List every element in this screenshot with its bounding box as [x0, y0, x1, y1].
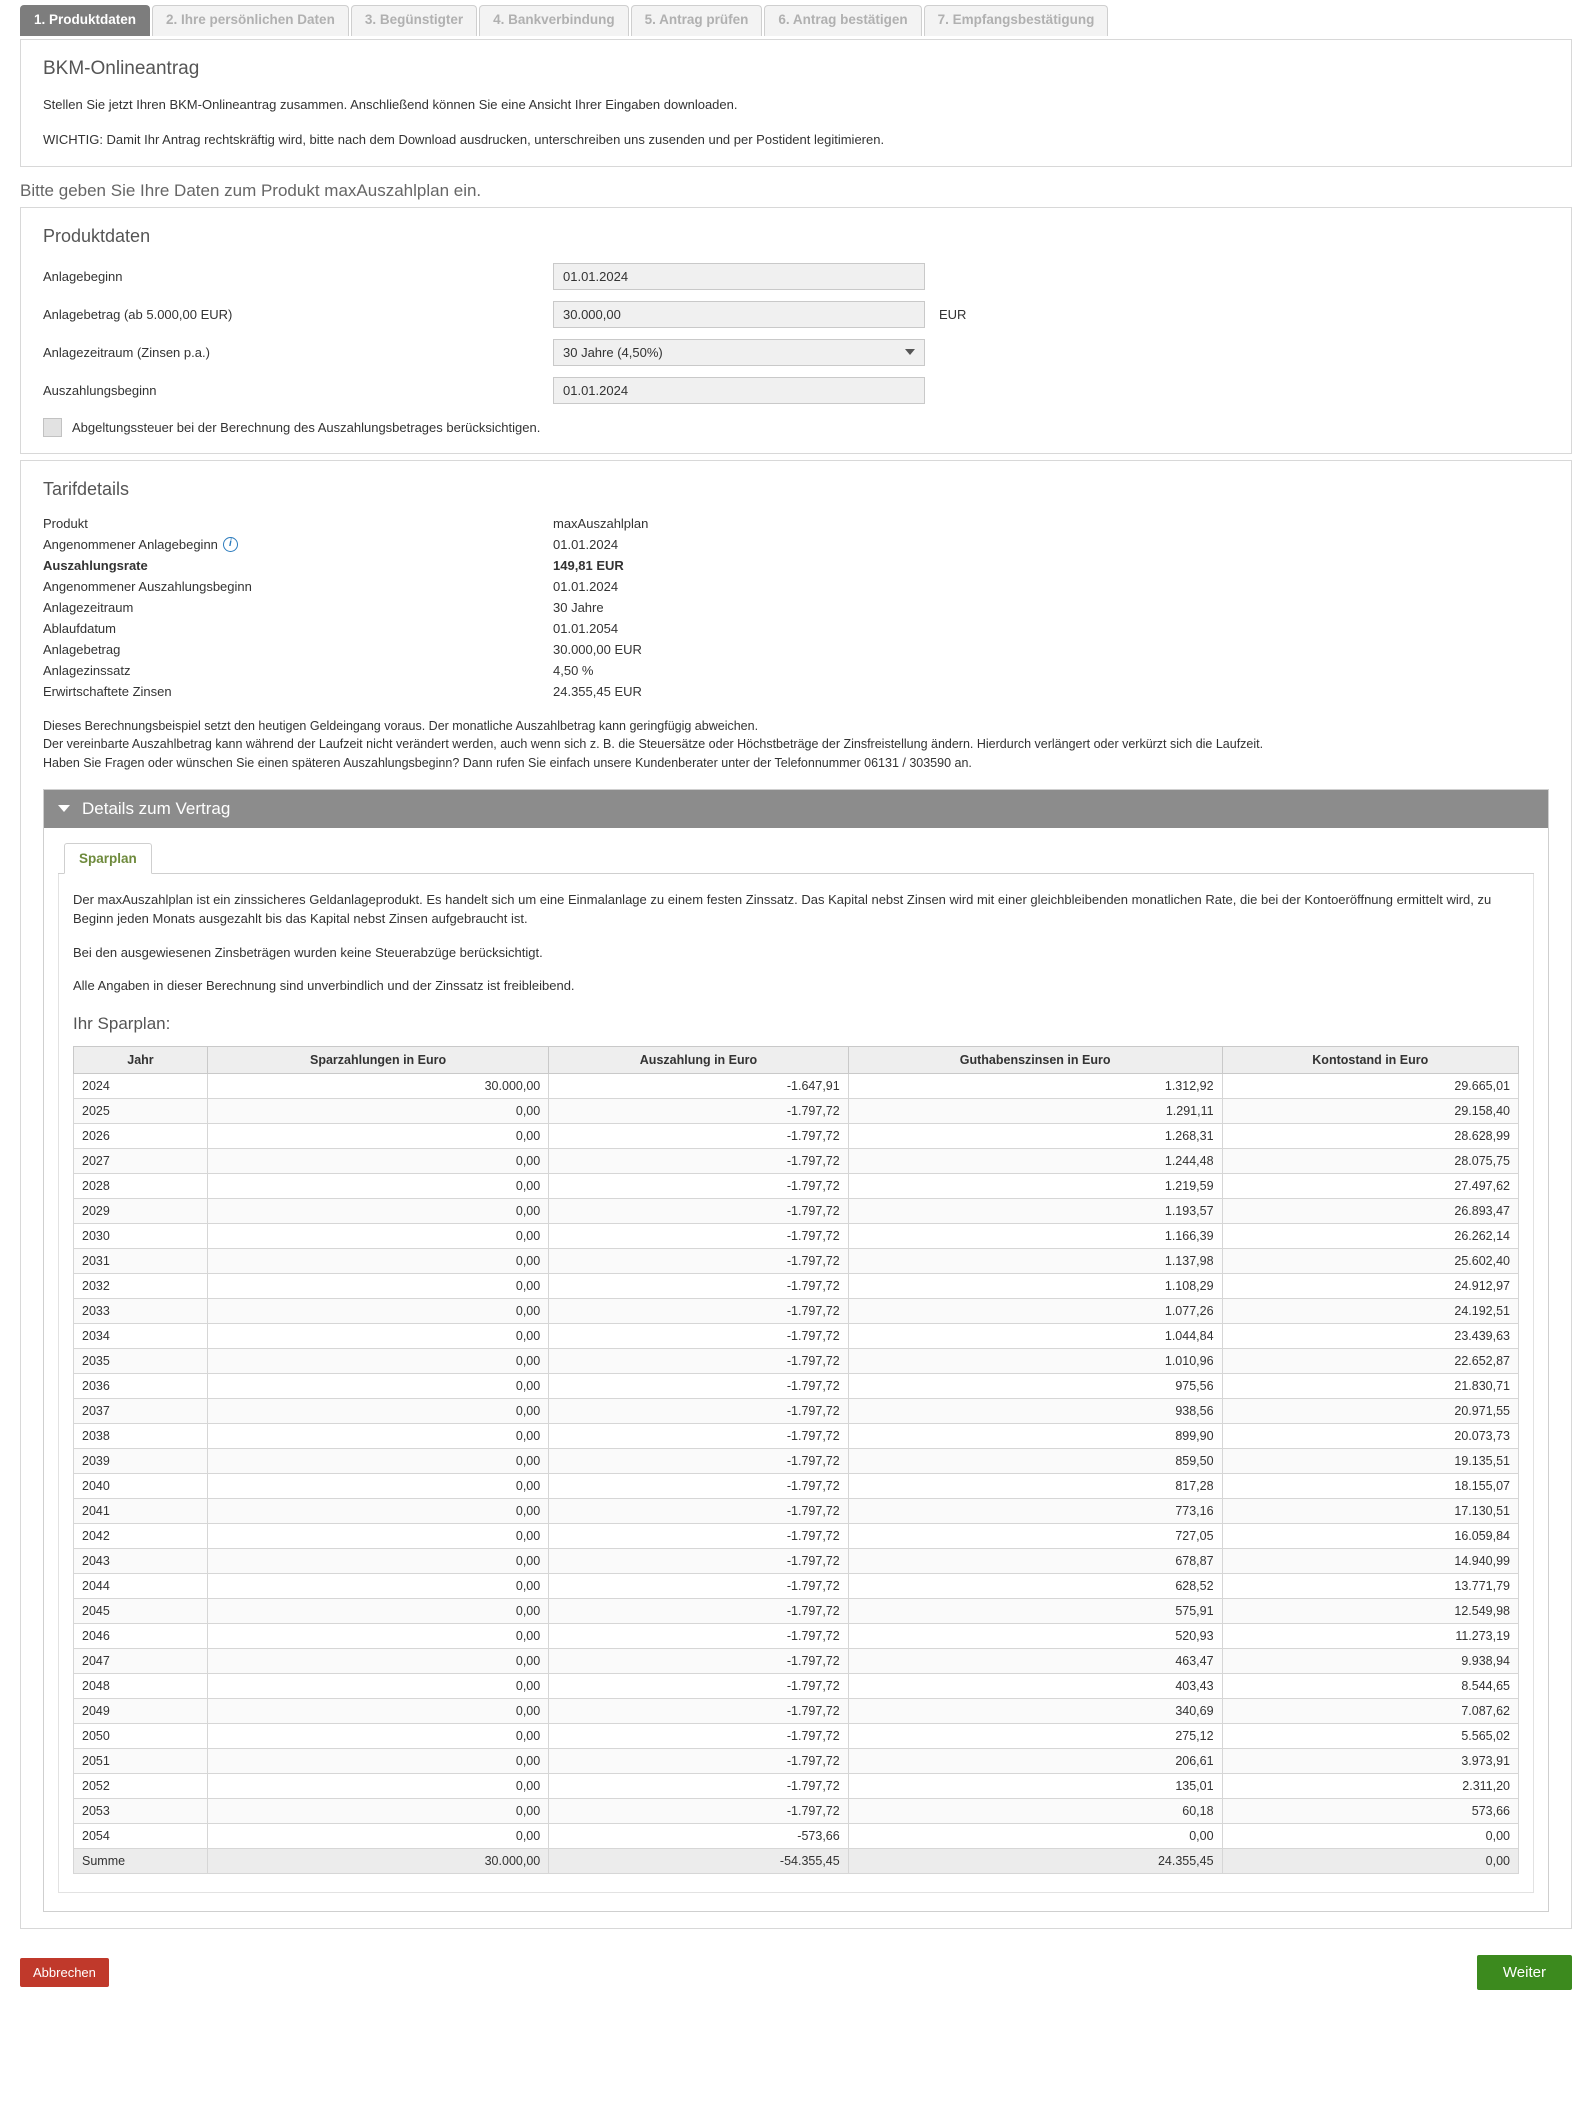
field-value: 01.01.2024	[563, 382, 629, 398]
table-cell: 0,00	[207, 1423, 548, 1448]
table-cell: 0,00	[207, 1623, 548, 1648]
sparplan-table	[73, 1046, 1519, 1874]
table-cell: 11.273,19	[1222, 1623, 1518, 1648]
detail-key-text: Produkt	[43, 515, 88, 531]
field-input[interactable]	[553, 263, 925, 290]
table-body	[74, 1073, 1519, 1873]
field-label: Auszahlungsbeginn	[43, 382, 157, 398]
table-cell: -1.797,72	[549, 1248, 848, 1273]
anlagezeitraum-select[interactable]	[553, 339, 925, 366]
table-row	[74, 1498, 1519, 1523]
tab-step-2[interactable]: 2. Ihre persönlichen Daten	[152, 5, 349, 36]
tab-step-3[interactable]: 3. Begünstigter	[351, 5, 477, 36]
table-row	[74, 1123, 1519, 1148]
table-cell: 817,28	[848, 1473, 1222, 1498]
table-cell: 678,87	[848, 1548, 1222, 1573]
table-cell: 2045	[74, 1598, 208, 1623]
tarifdetails-list	[43, 516, 1549, 699]
tab-step-1[interactable]: 1. Produktdaten	[20, 5, 150, 36]
table-cell: 403,43	[848, 1673, 1222, 1698]
table-cell: 2042	[74, 1523, 208, 1548]
table-cell: -1.797,72	[549, 1223, 848, 1248]
detail-key-text: Erwirtschaftete Zinsen	[43, 683, 172, 699]
table-row	[74, 1223, 1519, 1248]
table-cell: 0,00	[207, 1348, 548, 1373]
table-cell: 2039	[74, 1448, 208, 1473]
table-cell: 1.044,84	[848, 1323, 1222, 1348]
table-cell: 60,18	[848, 1798, 1222, 1823]
tarifdetails-title: Tarifdetails	[43, 478, 130, 499]
page-title: BKM-Onlineantrag	[43, 57, 200, 79]
table-cell: 2038	[74, 1423, 208, 1448]
table-row	[74, 1798, 1519, 1823]
table-cell: 0,00	[207, 1398, 548, 1423]
detail-key-text: Angenommener Auszahlungsbeginn	[43, 578, 252, 594]
table-cell: 1.010,96	[848, 1348, 1222, 1373]
table-column-header: Jahr	[74, 1046, 208, 1073]
sparplan-content	[58, 874, 1534, 1893]
table-cell: 2053	[74, 1798, 208, 1823]
table-cell: 23.439,63	[1222, 1323, 1518, 1348]
table-cell: 2028	[74, 1173, 208, 1198]
table-cell: -1.797,72	[549, 1573, 848, 1598]
table-cell: 2035	[74, 1348, 208, 1373]
table-cell: 19.135,51	[1222, 1448, 1518, 1473]
table-cell: -1.797,72	[549, 1673, 848, 1698]
detail-row	[43, 600, 1549, 615]
table-cell: 21.830,71	[1222, 1373, 1518, 1398]
table-sum-cell: -54.355,45	[549, 1848, 848, 1873]
table-cell: -1.797,72	[549, 1198, 848, 1223]
detail-key-text: Anlagezeitraum	[43, 599, 134, 615]
table-column-header: Kontostand in Euro	[1222, 1046, 1518, 1073]
table-cell: -1.797,72	[549, 1423, 848, 1448]
table-cell: 20.971,55	[1222, 1398, 1518, 1423]
table-cell: 628,52	[848, 1573, 1222, 1598]
table-cell: 1.219,59	[848, 1173, 1222, 1198]
detail-value: 01.01.2054	[553, 620, 619, 636]
field-label: Anlagezeitraum (Zinsen p.a.)	[43, 344, 210, 360]
detail-row	[43, 663, 1549, 678]
table-cell: 463,47	[848, 1648, 1222, 1673]
table-cell: 0,00	[207, 1773, 548, 1798]
table-cell: 0,00	[207, 1673, 548, 1698]
table-cell: 29.665,01	[1222, 1073, 1518, 1098]
table-cell: -1.797,72	[549, 1098, 848, 1123]
produktdaten-panel	[20, 207, 1572, 454]
table-cell: -1.797,72	[549, 1348, 848, 1373]
wizard-footer	[20, 1955, 1572, 1990]
detail-value: 24.355,45 EUR	[553, 683, 642, 699]
table-cell: 18.155,07	[1222, 1473, 1518, 1498]
table-cell: -1.797,72	[549, 1548, 848, 1573]
footnote-2: Der vereinbarte Auszahlbetrag kann während der Laufzeit nicht verändert werden, auch wenn sich z. B. die Steuersätze oder Höchstbeträge der Zinsfreistellung ändern. Hierdurch verlängert oder verkürzt sich die Laufzeit.	[43, 737, 1264, 752]
table-column-header: Sparzahlungen in Euro	[207, 1046, 548, 1073]
table-cell: 2049	[74, 1698, 208, 1723]
table-cell: 2025	[74, 1098, 208, 1123]
table-cell: 12.549,98	[1222, 1598, 1518, 1623]
detail-value: 01.01.2024	[553, 578, 619, 594]
page-lead: Bitte geben Sie Ihre Daten zum Produkt maxAuszahlplan ein.	[20, 180, 482, 200]
table-cell: 28.628,99	[1222, 1123, 1518, 1148]
table-cell: 16.059,84	[1222, 1523, 1518, 1548]
table-sum-cell: 30.000,00	[207, 1848, 548, 1873]
table-cell: 24.912,97	[1222, 1273, 1518, 1298]
table-cell: 575,91	[848, 1598, 1222, 1623]
table-cell: 0,00	[207, 1598, 548, 1623]
table-cell: 275,12	[848, 1723, 1222, 1748]
intro-line-1: Stellen Sie jetzt Ihren BKM-Onlineantrag zusammen. Anschließend können Sie eine Ansicht Ihrer Eingaben downloaden.	[43, 96, 738, 112]
table-cell: -1.797,72	[549, 1798, 848, 1823]
detail-key	[43, 600, 553, 615]
table-row	[74, 1373, 1519, 1398]
tab-step-5[interactable]: 5. Antrag prüfen	[631, 5, 763, 36]
table-row	[74, 1348, 1519, 1373]
table-cell: 2047	[74, 1648, 208, 1673]
tab-sparplan[interactable]: Sparplan	[64, 843, 152, 874]
table-row	[74, 1598, 1519, 1623]
table-row	[74, 1248, 1519, 1273]
table-cell: 0,00	[207, 1298, 548, 1323]
table-row	[74, 1773, 1519, 1798]
table-cell: 0,00	[207, 1723, 548, 1748]
detail-key	[43, 621, 553, 636]
table-cell: 24.192,51	[1222, 1298, 1518, 1323]
table-cell: 0,00	[207, 1498, 548, 1523]
table-row	[74, 1098, 1519, 1123]
field-value: 30.000,00	[563, 306, 621, 322]
table-cell: 0,00	[207, 1248, 548, 1273]
info-icon[interactable]: i	[223, 537, 238, 552]
table-cell: 727,05	[848, 1523, 1222, 1548]
tarifdetails-panel	[20, 460, 1572, 1929]
detail-value: 01.01.2024	[553, 536, 619, 552]
wizard-tabs	[0, 0, 1592, 36]
table-cell: 206,61	[848, 1748, 1222, 1773]
detail-key	[43, 663, 553, 678]
table-cell: 2054	[74, 1823, 208, 1848]
table-cell: 0,00	[1222, 1823, 1518, 1848]
table-cell: -1.797,72	[549, 1148, 848, 1173]
table-cell: -1.797,72	[549, 1498, 848, 1523]
table-cell: 2043	[74, 1548, 208, 1573]
footnote-1: Dieses Berechnungsbeispiel setzt den heutigen Geldeingang voraus. Der monatliche Auszahlbetrag kann geringfügig abweichen.	[43, 718, 759, 733]
footnote-3: Haben Sie Fragen oder wünschen Sie einen späteren Auszahlungsbeginn? Dann rufen Sie einfach unsere Kundenberater unter der Telefonnummer 06131 / 303590 an.	[43, 756, 972, 771]
table-cell: -1.797,72	[549, 1773, 848, 1798]
table-cell: 573,66	[1222, 1798, 1518, 1823]
table-cell: 2036	[74, 1373, 208, 1398]
intro-panel	[20, 39, 1572, 167]
table-cell: 2040	[74, 1473, 208, 1498]
table-cell: 2037	[74, 1398, 208, 1423]
table-row	[74, 1623, 1519, 1648]
table-cell: 2033	[74, 1298, 208, 1323]
table-cell: -1.797,72	[549, 1448, 848, 1473]
table-cell: 1.108,29	[848, 1273, 1222, 1298]
field-input[interactable]	[553, 301, 925, 328]
detail-row	[43, 642, 1549, 657]
table-cell: 859,50	[848, 1448, 1222, 1473]
table-row	[74, 1648, 1519, 1673]
table-cell: 2031	[74, 1248, 208, 1273]
table-cell: 0,00	[207, 1648, 548, 1673]
detail-key-text: Angenommener Anlagebeginn	[43, 536, 218, 552]
abgeltungssteuer-checkbox[interactable]	[43, 418, 62, 437]
table-cell: 520,93	[848, 1623, 1222, 1648]
table-cell: 2034	[74, 1323, 208, 1348]
table-cell: 2030	[74, 1223, 208, 1248]
table-cell: 2044	[74, 1573, 208, 1598]
field-input[interactable]	[553, 377, 925, 404]
detail-key	[43, 516, 553, 531]
table-cell: -1.797,72	[549, 1298, 848, 1323]
table-cell: 1.137,98	[848, 1248, 1222, 1273]
table-cell: 25.602,40	[1222, 1248, 1518, 1273]
table-header-row	[74, 1046, 1519, 1073]
table-cell: -1.797,72	[549, 1648, 848, 1673]
table-cell: 2026	[74, 1123, 208, 1148]
table-cell: 7.087,62	[1222, 1698, 1518, 1723]
tab-step-4[interactable]: 4. Bankverbindung	[479, 5, 629, 36]
table-sum-row	[74, 1848, 1519, 1873]
table-cell: 26.262,14	[1222, 1223, 1518, 1248]
detail-key	[43, 579, 553, 594]
table-column-header: Auszahlung in Euro	[549, 1046, 848, 1073]
sparplan-para-1: Der maxAuszahlplan ist ein zinssicheres Geldanlageprodukt. Es handelt sich um eine Einmalanlage zu einem festen Zinssatz. Das Kapital nebst Zinsen wird mit einer gleichbleibenden monatlichen Rate, die bei der Kontoeröffnung ermittelt wird, zu Beginn jeden Monats ausgezahlt bis das Kapital nebst Zinsen aufgebraucht ist.	[73, 891, 1492, 927]
table-row	[74, 1398, 1519, 1423]
table-cell: 1.268,31	[848, 1123, 1222, 1148]
table-sum-cell: 0,00	[1222, 1848, 1518, 1873]
detail-value: 4,50 %	[553, 662, 594, 678]
detail-key-text: Auszahlungsrate	[43, 557, 148, 573]
field-value: 30 Jahre (4,50%)	[563, 344, 663, 360]
table-cell: 0,00	[207, 1198, 548, 1223]
table-cell: 899,90	[848, 1423, 1222, 1448]
table-cell: 0,00	[207, 1548, 548, 1573]
details-subtabs	[58, 842, 1534, 874]
table-cell: 135,01	[848, 1773, 1222, 1798]
table-cell: 0,00	[207, 1223, 548, 1248]
detail-row	[43, 579, 1549, 594]
table-row	[74, 1548, 1519, 1573]
detail-row	[43, 516, 1549, 531]
table-cell: 20.073,73	[1222, 1423, 1518, 1448]
table-row	[74, 1323, 1519, 1348]
table-cell: 1.312,92	[848, 1073, 1222, 1098]
table-cell: 773,16	[848, 1498, 1222, 1523]
field-unit: EUR	[939, 306, 967, 322]
detail-key-text: Anlagezinssatz	[43, 662, 131, 678]
table-row	[74, 1748, 1519, 1773]
table-sum-cell: Summe	[74, 1848, 208, 1873]
table-cell: -1.797,72	[549, 1273, 848, 1298]
tarifdetails-footnotes	[43, 717, 1549, 773]
table-row	[74, 1823, 1519, 1848]
intro-line-2: WICHTIG: Damit Ihr Antrag rechtskräftig wird, bitte nach dem Download ausdrucken, unterschreiben uns zusenden und per Postident legitimieren.	[43, 131, 885, 147]
table-cell: 13.771,79	[1222, 1573, 1518, 1598]
table-cell: 0,00	[848, 1823, 1222, 1848]
table-cell: 0,00	[207, 1798, 548, 1823]
table-row	[74, 1698, 1519, 1723]
details-accordion-title: Details zum Vertrag	[82, 798, 231, 818]
details-accordion-body	[44, 828, 1548, 1911]
table-row	[74, 1073, 1519, 1098]
details-accordion-header[interactable]	[44, 790, 1548, 828]
table-row	[74, 1723, 1519, 1748]
detail-value: 30.000,00 EUR	[553, 641, 642, 657]
table-cell: 0,00	[207, 1448, 548, 1473]
detail-row	[43, 684, 1549, 699]
detail-row	[43, 621, 1549, 636]
table-cell: 1.244,48	[848, 1148, 1222, 1173]
field-label: Anlagebetrag (ab 5.000,00 EUR)	[43, 306, 233, 322]
table-cell: 2052	[74, 1773, 208, 1798]
tab-step-6[interactable]: 6. Antrag bestätigen	[764, 5, 921, 36]
table-cell: 27.497,62	[1222, 1173, 1518, 1198]
table-cell: 2046	[74, 1623, 208, 1648]
table-cell: 2032	[74, 1273, 208, 1298]
table-cell: -1.797,72	[549, 1723, 848, 1748]
produktdaten-form	[43, 263, 1549, 404]
form-row	[43, 301, 1549, 328]
field-value: 01.01.2024	[563, 268, 629, 284]
table-cell: -573,66	[549, 1823, 848, 1848]
detail-value: 149,81 EUR	[553, 557, 624, 573]
detail-key	[43, 642, 553, 657]
table-row	[74, 1198, 1519, 1223]
table-cell: 0,00	[207, 1173, 548, 1198]
table-cell: 0,00	[207, 1323, 548, 1348]
table-column-header: Guthabenszinsen in Euro	[848, 1046, 1222, 1073]
table-row	[74, 1273, 1519, 1298]
table-cell: 1.193,57	[848, 1198, 1222, 1223]
detail-row	[43, 558, 1549, 573]
table-cell: 938,56	[848, 1398, 1222, 1423]
table-cell: 8.544,65	[1222, 1673, 1518, 1698]
detail-key-text: Ablaufdatum	[43, 620, 116, 636]
table-row	[74, 1423, 1519, 1448]
detail-key	[43, 537, 553, 552]
table-cell: 0,00	[207, 1098, 548, 1123]
cancel-button[interactable]: Abbrechen	[20, 1958, 109, 1987]
table-cell: 2029	[74, 1198, 208, 1223]
table-cell: 14.940,99	[1222, 1548, 1518, 1573]
table-cell: -1.797,72	[549, 1598, 848, 1623]
table-cell: 2048	[74, 1673, 208, 1698]
form-row	[43, 377, 1549, 404]
table-cell: 1.291,11	[848, 1098, 1222, 1123]
table-row	[74, 1448, 1519, 1473]
table-cell: 1.077,26	[848, 1298, 1222, 1323]
form-row	[43, 263, 1549, 290]
sparplan-para-3: Alle Angaben in dieser Berechnung sind unverbindlich und der Zinssatz ist freibleibend.	[73, 978, 575, 994]
produktdaten-title: Produktdaten	[43, 225, 151, 246]
details-accordion	[43, 789, 1549, 1912]
table-cell: 9.938,94	[1222, 1648, 1518, 1673]
table-cell: -1.647,91	[549, 1073, 848, 1098]
table-row	[74, 1298, 1519, 1323]
table-row	[74, 1673, 1519, 1698]
table-cell: -1.797,72	[549, 1473, 848, 1498]
sparplan-para-2: Bei den ausgewiesenen Zinsbeträgen wurden keine Steuerabzüge berücksichtigt.	[73, 944, 543, 960]
table-cell: 2.311,20	[1222, 1773, 1518, 1798]
table-cell: -1.797,72	[549, 1173, 848, 1198]
table-cell: -1.797,72	[549, 1623, 848, 1648]
table-cell: 0,00	[207, 1748, 548, 1773]
table-cell: 0,00	[207, 1373, 548, 1398]
table-row	[74, 1523, 1519, 1548]
table-cell: 2041	[74, 1498, 208, 1523]
table-cell: -1.797,72	[549, 1373, 848, 1398]
detail-key	[43, 558, 553, 573]
form-row	[43, 339, 1549, 366]
chevron-down-icon	[58, 805, 70, 812]
table-cell: 2051	[74, 1748, 208, 1773]
table-cell: -1.797,72	[549, 1698, 848, 1723]
table-cell: 0,00	[207, 1523, 548, 1548]
table-cell: 2027	[74, 1148, 208, 1173]
table-cell: -1.797,72	[549, 1398, 848, 1423]
detail-key-text: Anlagebetrag	[43, 641, 121, 657]
table-cell: -1.797,72	[549, 1523, 848, 1548]
table-cell: 29.158,40	[1222, 1098, 1518, 1123]
abgeltungssteuer-row[interactable]	[43, 418, 1549, 437]
sparplan-table-title: Ihr Sparplan:	[73, 1013, 171, 1033]
field-label: Anlagebeginn	[43, 268, 123, 284]
table-row	[74, 1573, 1519, 1598]
abgeltungssteuer-label: Abgeltungssteuer bei der Berechnung des Auszahlungsbetrages berücksichtigen.	[72, 419, 541, 435]
table-cell: 1.166,39	[848, 1223, 1222, 1248]
table-cell: 0,00	[207, 1823, 548, 1848]
table-cell: 22.652,87	[1222, 1348, 1518, 1373]
detail-key	[43, 684, 553, 699]
detail-row	[43, 537, 1549, 552]
table-cell: 5.565,02	[1222, 1723, 1518, 1748]
table-row	[74, 1173, 1519, 1198]
next-button[interactable]: Weiter	[1477, 1955, 1572, 1990]
table-cell: 0,00	[207, 1473, 548, 1498]
table-cell: 975,56	[848, 1373, 1222, 1398]
table-cell: 340,69	[848, 1698, 1222, 1723]
table-cell: 2050	[74, 1723, 208, 1748]
table-cell: -1.797,72	[549, 1748, 848, 1773]
detail-value: maxAuszahlplan	[553, 515, 649, 531]
table-cell: 28.075,75	[1222, 1148, 1518, 1173]
table-row	[74, 1473, 1519, 1498]
table-row	[74, 1148, 1519, 1173]
detail-value: 30 Jahre	[553, 599, 604, 615]
table-cell: -1.797,72	[549, 1323, 848, 1348]
table-cell: 2024	[74, 1073, 208, 1098]
table-cell: 0,00	[207, 1123, 548, 1148]
chevron-down-icon	[905, 349, 915, 355]
table-sum-cell: 24.355,45	[848, 1848, 1222, 1873]
table-cell: 3.973,91	[1222, 1748, 1518, 1773]
table-cell: -1.797,72	[549, 1123, 848, 1148]
table-cell: 17.130,51	[1222, 1498, 1518, 1523]
table-cell: 30.000,00	[207, 1073, 548, 1098]
table-cell: 0,00	[207, 1148, 548, 1173]
table-cell: 0,00	[207, 1273, 548, 1298]
table-cell: 26.893,47	[1222, 1198, 1518, 1223]
table-cell: 0,00	[207, 1573, 548, 1598]
tab-step-7[interactable]: 7. Empfangsbestätigung	[924, 5, 1109, 36]
table-cell: 0,00	[207, 1698, 548, 1723]
